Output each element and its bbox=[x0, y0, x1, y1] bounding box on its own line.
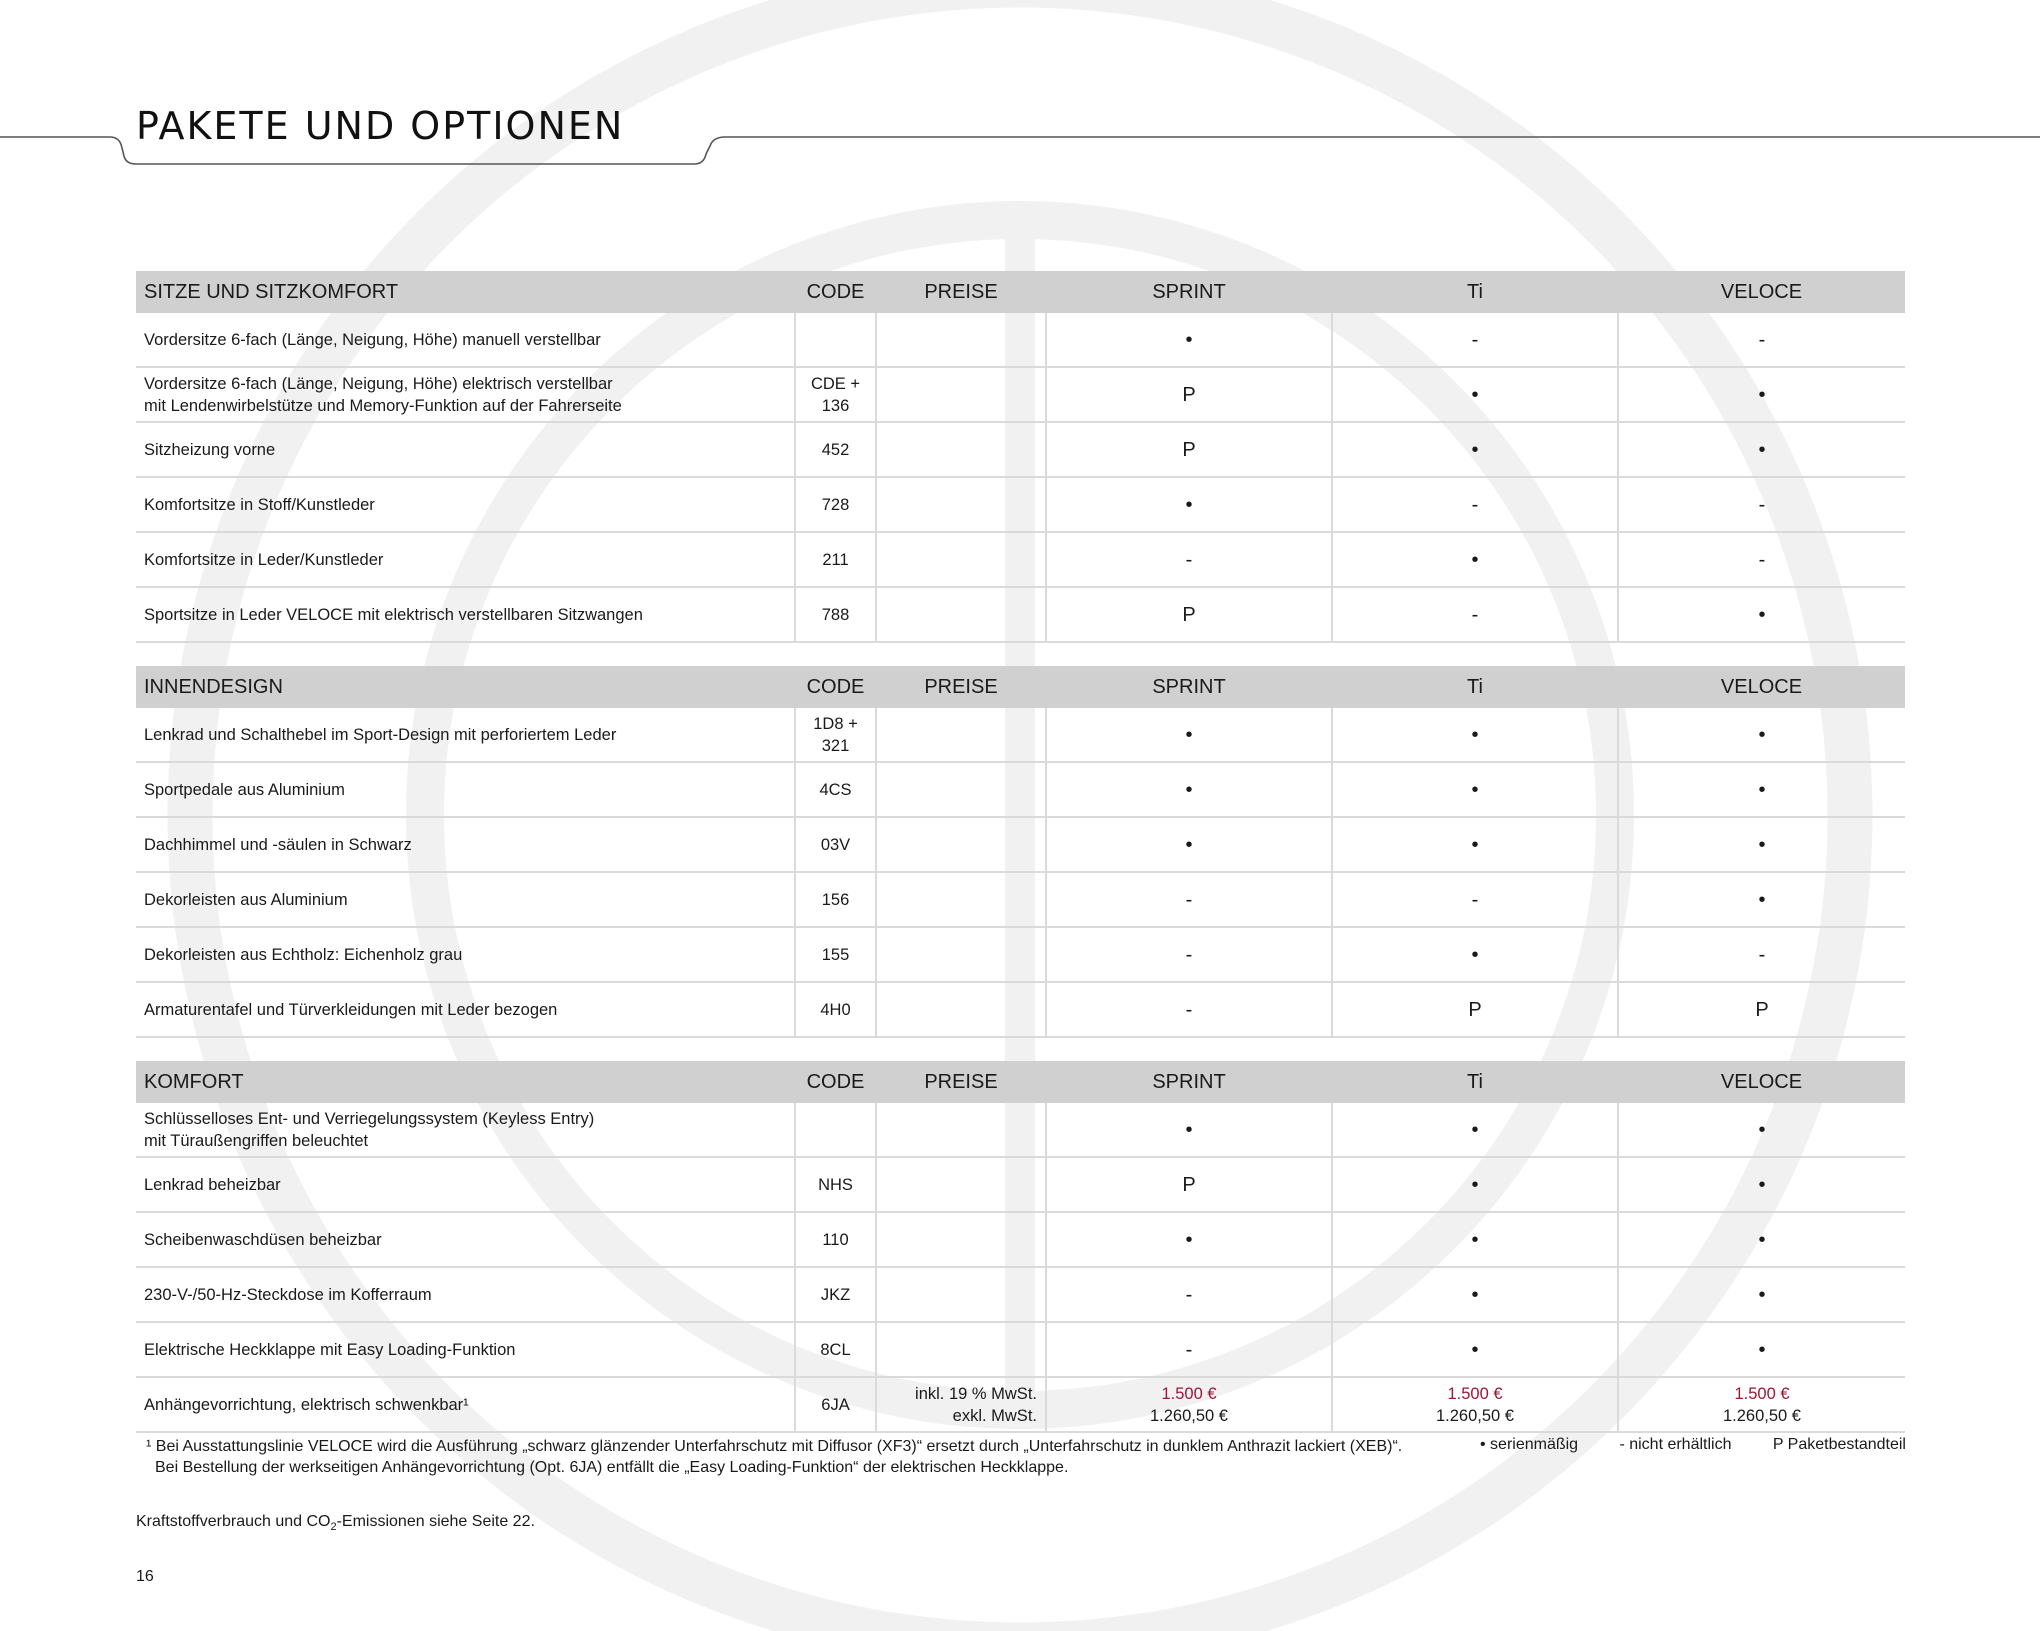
availability-ti: • bbox=[1332, 1322, 1618, 1377]
option-label bbox=[136, 367, 795, 422]
footnote-line-1: ¹ Bei Ausstattungslinie VELOCE wird die Ausführung „schwarz glänzender Unterfahrschutz mit Diffusor (XF3)“ ersetzt durch „Unterfahrschutz in dunklem Anthrazit lackiert (XEB)“. bbox=[146, 1438, 1403, 1455]
option-price bbox=[876, 422, 1046, 477]
availability-sprint: • bbox=[1046, 1103, 1332, 1157]
fuel-note-text-end: -Emissionen siehe Seite 22. bbox=[336, 1513, 535, 1530]
option-label: Dachhimmel und -säulen in Schwarz bbox=[136, 817, 795, 872]
availability-sprint: • bbox=[1046, 477, 1332, 532]
availability-sprint: • bbox=[1046, 817, 1332, 872]
option-price bbox=[876, 708, 1046, 762]
availability-ti: - bbox=[1332, 587, 1618, 642]
column-header-sprint: SPRINT bbox=[1046, 666, 1332, 708]
price-excl-value: 1.260,50 € bbox=[1723, 1406, 1801, 1425]
availability-sprint: P bbox=[1046, 367, 1332, 422]
availability-sprint: • bbox=[1046, 313, 1332, 367]
availability-sprint: • bbox=[1046, 1212, 1332, 1267]
price-incl-value: 1.500 € bbox=[1447, 1384, 1503, 1403]
availability-veloce: • bbox=[1618, 872, 1905, 927]
option-code: 6JA bbox=[795, 1377, 876, 1432]
availability-veloce: • bbox=[1618, 1322, 1905, 1377]
availability-sprint: - bbox=[1046, 927, 1332, 982]
table-row bbox=[136, 982, 1905, 1037]
price-excl-value: 1.260,50 € bbox=[1150, 1406, 1228, 1425]
table-row bbox=[136, 1212, 1905, 1267]
availability-ti: • bbox=[1332, 1212, 1618, 1267]
option-price bbox=[876, 367, 1046, 422]
column-header-sprint: SPRINT bbox=[1046, 1061, 1332, 1103]
option-price bbox=[876, 477, 1046, 532]
option-label: Scheibenwaschdüsen beheizbar bbox=[136, 1212, 795, 1267]
page-number: 16 bbox=[136, 1568, 154, 1585]
table-row bbox=[136, 817, 1905, 872]
table-row bbox=[136, 532, 1905, 587]
fuel-note-subscript: 2 bbox=[330, 1521, 337, 1534]
footnote bbox=[146, 1436, 1476, 1478]
option-price bbox=[876, 1103, 1046, 1157]
option-price bbox=[876, 1212, 1046, 1267]
option-label: Sportsitze in Leder VELOCE mit elektrisch verstellbaren Sitzwangen bbox=[136, 587, 795, 642]
availability-veloce: • bbox=[1618, 1157, 1905, 1212]
option-code bbox=[795, 367, 876, 422]
option-label: Anhängevorrichtung, elektrisch schwenkbar¹ bbox=[136, 1377, 795, 1432]
availability-sprint: - bbox=[1046, 982, 1332, 1037]
price-incl-label: inkl. 19 % MwSt. bbox=[915, 1384, 1037, 1403]
legend bbox=[1480, 1436, 1906, 1454]
availability-ti: - bbox=[1332, 477, 1618, 532]
fuel-note-text: Kraftstoffverbrauch und CO bbox=[136, 1513, 331, 1530]
price-ti bbox=[1332, 1377, 1618, 1432]
option-code bbox=[795, 1103, 876, 1157]
column-header-veloce: VELOCE bbox=[1618, 666, 1905, 708]
option-label: Lenkrad beheizbar bbox=[136, 1157, 795, 1212]
availability-sprint: - bbox=[1046, 532, 1332, 587]
option-label: Sitzheizung vorne bbox=[136, 422, 795, 477]
option-code: 155 bbox=[795, 927, 876, 982]
option-label: Elektrische Heckklappe mit Easy Loading-Funktion bbox=[136, 1322, 795, 1377]
option-price bbox=[876, 762, 1046, 817]
section-title: SITZE UND SITZKOMFORT bbox=[136, 271, 795, 313]
options-table bbox=[136, 666, 1905, 1038]
option-label: Dekorleisten aus Aluminium bbox=[136, 872, 795, 927]
availability-veloce: - bbox=[1618, 313, 1905, 367]
option-label: Komfortsitze in Stoff/Kunstleder bbox=[136, 477, 795, 532]
option-price bbox=[876, 817, 1046, 872]
option-label-line1: Schlüsselloses Ent- und Verriegelungssystem (Keyless Entry) bbox=[144, 1109, 595, 1128]
option-price bbox=[876, 1267, 1046, 1322]
option-label-line1: Vordersitze 6-fach (Länge, Neigung, Höhe) elektrisch verstellbar bbox=[144, 374, 613, 393]
table-row bbox=[136, 762, 1905, 817]
availability-ti: P bbox=[1332, 982, 1618, 1037]
table-row bbox=[136, 872, 1905, 927]
column-header-code: CODE bbox=[795, 271, 876, 313]
table-row bbox=[136, 1322, 1905, 1377]
option-code-line2: 136 bbox=[821, 396, 850, 415]
column-header-preise: PREISE bbox=[876, 271, 1046, 313]
column-header-preise: PREISE bbox=[876, 666, 1046, 708]
availability-veloce: • bbox=[1618, 1267, 1905, 1322]
option-price bbox=[876, 587, 1046, 642]
price-excl-value: 1.260,50 € bbox=[1436, 1406, 1514, 1425]
availability-veloce: • bbox=[1618, 817, 1905, 872]
option-code bbox=[795, 708, 876, 762]
column-header-code: CODE bbox=[795, 1061, 876, 1103]
availability-ti: - bbox=[1332, 872, 1618, 927]
option-code bbox=[795, 313, 876, 367]
availability-ti: • bbox=[1332, 422, 1618, 477]
availability-ti: • bbox=[1332, 927, 1618, 982]
option-label: Dekorleisten aus Echtholz: Eichenholz grau bbox=[136, 927, 795, 982]
option-label: Armaturentafel und Türverkleidungen mit Leder bezogen bbox=[136, 982, 795, 1037]
section-title: INNENDESIGN bbox=[136, 666, 795, 708]
option-price bbox=[876, 927, 1046, 982]
option-price bbox=[876, 872, 1046, 927]
availability-sprint: - bbox=[1046, 872, 1332, 927]
option-code: 03V bbox=[795, 817, 876, 872]
option-price bbox=[876, 1157, 1046, 1212]
table-row bbox=[136, 708, 1905, 762]
option-code: NHS bbox=[795, 1157, 876, 1212]
section-komfort bbox=[136, 1061, 1905, 1433]
availability-veloce: - bbox=[1618, 927, 1905, 982]
availability-veloce: • bbox=[1618, 708, 1905, 762]
option-price bbox=[876, 313, 1046, 367]
availability-ti: • bbox=[1332, 1157, 1618, 1212]
option-code: 8CL bbox=[795, 1322, 876, 1377]
column-header-code: CODE bbox=[795, 666, 876, 708]
availability-sprint: P bbox=[1046, 422, 1332, 477]
option-code: 4CS bbox=[795, 762, 876, 817]
option-code: 788 bbox=[795, 587, 876, 642]
option-label: Vordersitze 6-fach (Länge, Neigung, Höhe) manuell verstellbar bbox=[136, 313, 795, 367]
price-sprint bbox=[1046, 1377, 1332, 1432]
availability-sprint: • bbox=[1046, 762, 1332, 817]
option-price bbox=[876, 1322, 1046, 1377]
option-code-line2: 321 bbox=[821, 736, 850, 755]
option-code: 211 bbox=[795, 532, 876, 587]
column-header-preise: PREISE bbox=[876, 1061, 1046, 1103]
option-code-line1: 1D8 + bbox=[813, 714, 858, 733]
option-code: JKZ bbox=[795, 1267, 876, 1322]
availability-ti: • bbox=[1332, 532, 1618, 587]
header-rule bbox=[0, 0, 2040, 180]
availability-ti: • bbox=[1332, 762, 1618, 817]
table-row bbox=[136, 422, 1905, 477]
table-row bbox=[136, 367, 1905, 422]
availability-veloce: - bbox=[1618, 532, 1905, 587]
table-row bbox=[136, 477, 1905, 532]
availability-ti: • bbox=[1332, 817, 1618, 872]
table-row bbox=[136, 587, 1905, 642]
table-row bbox=[136, 1103, 1905, 1157]
availability-veloce: • bbox=[1618, 1212, 1905, 1267]
price-veloce bbox=[1618, 1377, 1905, 1432]
table-row bbox=[136, 1157, 1905, 1212]
option-price bbox=[876, 1377, 1046, 1432]
price-excl-label: exkl. MwSt. bbox=[952, 1406, 1037, 1425]
option-label: 230-V-/50-Hz-Steckdose im Kofferraum bbox=[136, 1267, 795, 1322]
page-title: PAKETE UND OPTIONEN bbox=[136, 104, 625, 148]
availability-veloce: • bbox=[1618, 1103, 1905, 1157]
availability-veloce: - bbox=[1618, 477, 1905, 532]
table-row bbox=[136, 927, 1905, 982]
availability-sprint: P bbox=[1046, 587, 1332, 642]
option-price bbox=[876, 532, 1046, 587]
options-table bbox=[136, 1061, 1905, 1433]
table-row bbox=[136, 313, 1905, 367]
option-label: Lenkrad und Schalthebel im Sport-Design mit perforiertem Leder bbox=[136, 708, 795, 762]
availability-sprint: - bbox=[1046, 1322, 1332, 1377]
option-price bbox=[876, 982, 1046, 1037]
availability-ti: • bbox=[1332, 708, 1618, 762]
column-header-veloce: VELOCE bbox=[1618, 271, 1905, 313]
table-row bbox=[136, 1267, 1905, 1322]
availability-veloce: P bbox=[1618, 982, 1905, 1037]
option-label: Sportpedale aus Aluminium bbox=[136, 762, 795, 817]
option-label bbox=[136, 1103, 795, 1157]
column-header-sprint: SPRINT bbox=[1046, 271, 1332, 313]
availability-veloce: • bbox=[1618, 422, 1905, 477]
price-incl-value: 1.500 € bbox=[1734, 1384, 1790, 1403]
section-header-row bbox=[136, 1061, 1905, 1103]
table-row-price bbox=[136, 1377, 1905, 1432]
legend-serienmaessig: • serienmäßig bbox=[1480, 1436, 1579, 1453]
column-header-ti: Ti bbox=[1332, 1061, 1618, 1103]
availability-veloce: • bbox=[1618, 587, 1905, 642]
section-sitze bbox=[136, 271, 1905, 643]
availability-ti: • bbox=[1332, 1267, 1618, 1322]
section-header-row bbox=[136, 271, 1905, 313]
footnote-line-2: Bei Bestellung der werkseitigen Anhängevorrichtung (Opt. 6JA) entfällt die „Easy Loading-Funktion“ der elektrischen Heckklappe. bbox=[155, 1459, 1069, 1476]
availability-veloce: • bbox=[1618, 762, 1905, 817]
availability-sprint: - bbox=[1046, 1267, 1332, 1322]
legend-paketbestandteil: P Paketbestandteil bbox=[1772, 1436, 1906, 1453]
option-code-line1: CDE + bbox=[810, 374, 861, 393]
fuel-consumption-note bbox=[136, 1513, 535, 1533]
option-code: 452 bbox=[795, 422, 876, 477]
option-label: Komfortsitze in Leder/Kunstleder bbox=[136, 532, 795, 587]
availability-ti: - bbox=[1332, 313, 1618, 367]
availability-sprint: • bbox=[1046, 708, 1332, 762]
option-code: 110 bbox=[795, 1212, 876, 1267]
legend-nicht-erhaeltlich: - nicht erhältlich bbox=[1619, 1436, 1732, 1453]
availability-veloce: • bbox=[1618, 367, 1905, 422]
option-code: 156 bbox=[795, 872, 876, 927]
availability-sprint: P bbox=[1046, 1157, 1332, 1212]
availability-ti: • bbox=[1332, 1103, 1618, 1157]
column-header-veloce: VELOCE bbox=[1618, 1061, 1905, 1103]
option-label-line2: mit Lendenwirbelstütze und Memory-Funktion auf der Fahrerseite bbox=[144, 396, 622, 415]
section-header-row bbox=[136, 666, 1905, 708]
option-code: 728 bbox=[795, 477, 876, 532]
availability-ti: • bbox=[1332, 367, 1618, 422]
column-header-ti: Ti bbox=[1332, 271, 1618, 313]
option-label-line2: mit Türaußengriffen beleuchtet bbox=[144, 1131, 369, 1150]
section-title: KOMFORT bbox=[136, 1061, 795, 1103]
section-innendesign bbox=[136, 666, 1905, 1038]
option-code: 4H0 bbox=[795, 982, 876, 1037]
column-header-ti: Ti bbox=[1332, 666, 1618, 708]
price-incl-value: 1.500 € bbox=[1161, 1384, 1217, 1403]
options-table bbox=[136, 271, 1905, 643]
